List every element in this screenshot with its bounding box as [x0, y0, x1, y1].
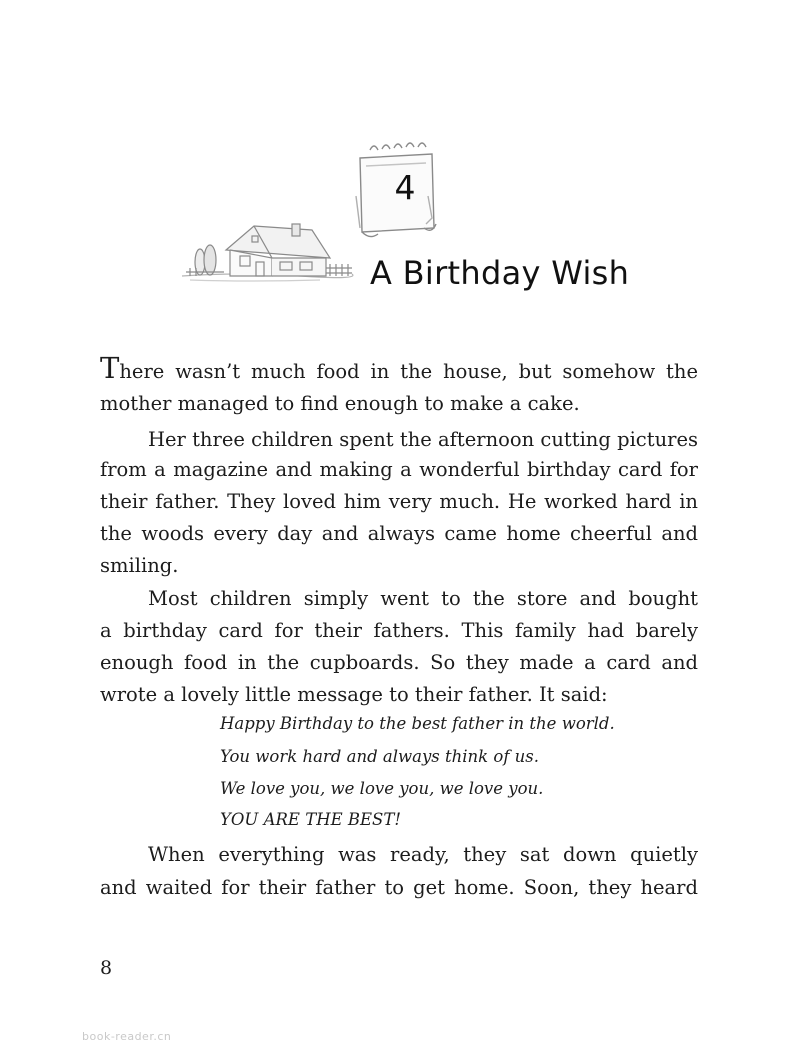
house-illustration	[180, 210, 355, 290]
text-line	[100, 351, 698, 387]
text-line: wrote a lovely little message to their father. It said:	[100, 683, 608, 706]
drop-cap: T	[100, 351, 120, 385]
chapter-title: A Birthday Wish	[370, 254, 630, 292]
card-message-line: Happy Birthday to the best father in the world.	[220, 714, 615, 733]
text-line: mother managed to find enough to make a cake.	[100, 392, 580, 415]
text-line: enough food in the cupboards. So they made a card and	[100, 651, 698, 674]
text-line: a birthday card for their fathers. This family had barely	[100, 619, 698, 642]
card-message-line: You work hard and always think of us.	[220, 747, 540, 766]
card-message-line: YOU ARE THE BEST!	[220, 810, 401, 829]
page-number: 8	[100, 957, 113, 979]
text-line: Her three children spent the afternoon cutting pictures	[148, 428, 698, 451]
chapter-number: 4	[394, 168, 416, 207]
text-span: here wasn’t much food in the house, but somehow the	[119, 360, 698, 383]
text-line: from a magazine and making a wonderful birthday card for	[100, 458, 698, 481]
watermark: book-reader.cn	[82, 1030, 172, 1043]
text-line: smiling.	[100, 554, 179, 577]
text-line: When everything was ready, they sat down quietly	[148, 843, 698, 866]
card-message-line: We love you, we love you, we love you.	[220, 779, 544, 798]
text-line: and waited for their father to get home. Soon, they heard	[100, 876, 698, 899]
text-line: Most children simply went to the store and bought	[148, 587, 698, 610]
text-line: the woods every day and always came home cheerful and	[100, 522, 698, 545]
text-line: their father. They loved him very much. He worked hard in	[100, 490, 698, 513]
